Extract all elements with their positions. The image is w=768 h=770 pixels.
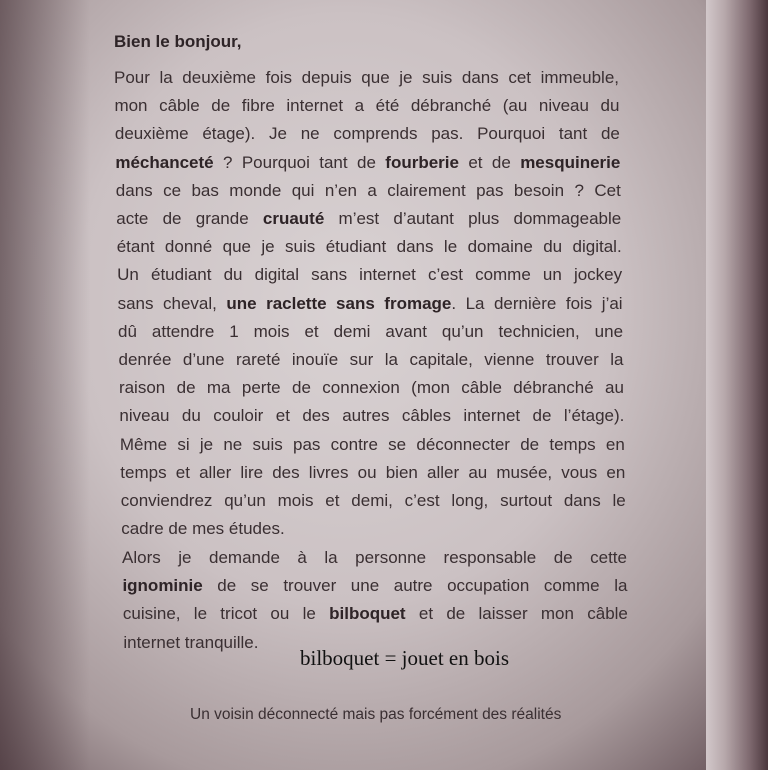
letter-line	[117, 263, 622, 287]
line-text: . La dernière fois j’ai	[451, 293, 623, 313]
line-text: ? Pourquoi tant de	[213, 152, 386, 172]
letter-greeting: Bien le bonjour,	[114, 32, 242, 51]
emphasized-word: bilboquet	[329, 604, 406, 624]
line-text: cuisine, le tricot ou le	[122, 604, 330, 624]
letter-line	[120, 433, 625, 457]
line-text: dû attendre 1 mois et demi avant qu’un technicien, une	[118, 321, 624, 341]
letter-line	[118, 292, 623, 316]
letter-line	[123, 602, 628, 626]
right-edge-shadow	[706, 0, 768, 770]
line-text: m’est d’autant plus dommageable	[324, 209, 622, 228]
line-text: cadre de mes études.	[121, 519, 285, 539]
letter-line	[119, 348, 624, 372]
emphasized-word: mesquinerie	[520, 152, 621, 172]
letter-line	[116, 207, 621, 231]
letter-line	[122, 574, 627, 598]
letter-line	[114, 66, 619, 90]
emphasized-word: fourberie	[385, 152, 459, 172]
emphasized-word: ignominie	[122, 576, 203, 596]
line-text: conviendrez qu’un mois et demi, c’est long, surtout dans le	[120, 491, 626, 510]
letter-line	[115, 122, 620, 146]
line-text: Un étudiant du digital sans internet c’est comme un jockey	[117, 265, 623, 285]
emphasized-word: une raclette sans fromage	[226, 293, 452, 313]
annotation-note: bilboquet = jouet en bois	[300, 646, 509, 670]
line-text: acte de grande	[116, 209, 263, 228]
letter-line	[120, 461, 625, 485]
letter-line	[115, 151, 620, 175]
line-text: de se trouver une autre occupation comme la	[202, 576, 628, 596]
letter-line	[121, 489, 626, 513]
line-text: internet tranquille.	[123, 632, 259, 652]
line-text: Même si je ne suis pas contre se déconnecter de temps en	[119, 434, 625, 454]
letter-line	[119, 376, 624, 400]
line-text: sans cheval,	[117, 293, 227, 313]
letter-line	[121, 517, 626, 541]
letter-signature: Un voisin déconnecté mais pas forcément des réalités	[190, 706, 562, 723]
line-text: Pour la deuxième fois depuis que je suis dans cet immeuble,	[114, 68, 619, 87]
line-text: dans ce bas monde qui n’en a clairement pas besoin ? Cet	[115, 180, 621, 200]
letter-line	[119, 404, 624, 428]
line-text: temps et aller lire des livres ou bien aller au musée, vous en	[120, 462, 626, 482]
letter-line	[122, 546, 627, 570]
left-shadow	[0, 0, 90, 770]
emphasized-word: cruauté	[262, 209, 325, 228]
letter-line	[118, 320, 623, 344]
letter-line	[117, 235, 622, 259]
emphasized-word: méchanceté	[115, 152, 214, 172]
line-text: raison de ma perte de connexion (mon câble débranché au	[118, 378, 624, 398]
line-text: deuxième étage). Je ne comprends pas. Pourquoi tant de	[114, 124, 620, 144]
line-text: denrée d’une rareté inouïe sur la capitale, vienne trouver la	[118, 350, 624, 369]
line-text: mon câble de fibre internet a été débranché (au niveau du	[114, 96, 620, 116]
letter-line	[116, 179, 621, 203]
line-text: niveau du couloir et des autres câbles internet de l’étage).	[119, 406, 625, 426]
letter-line	[114, 94, 619, 118]
line-text: et de laisser mon câble	[405, 604, 628, 624]
line-text: étant donné que je suis étudiant dans le domaine du digital.	[116, 237, 622, 257]
letter-sheet	[100, 22, 700, 752]
line-text: et de	[458, 152, 521, 172]
line-text: Alors je demande à la personne responsable de cette	[122, 548, 627, 567]
